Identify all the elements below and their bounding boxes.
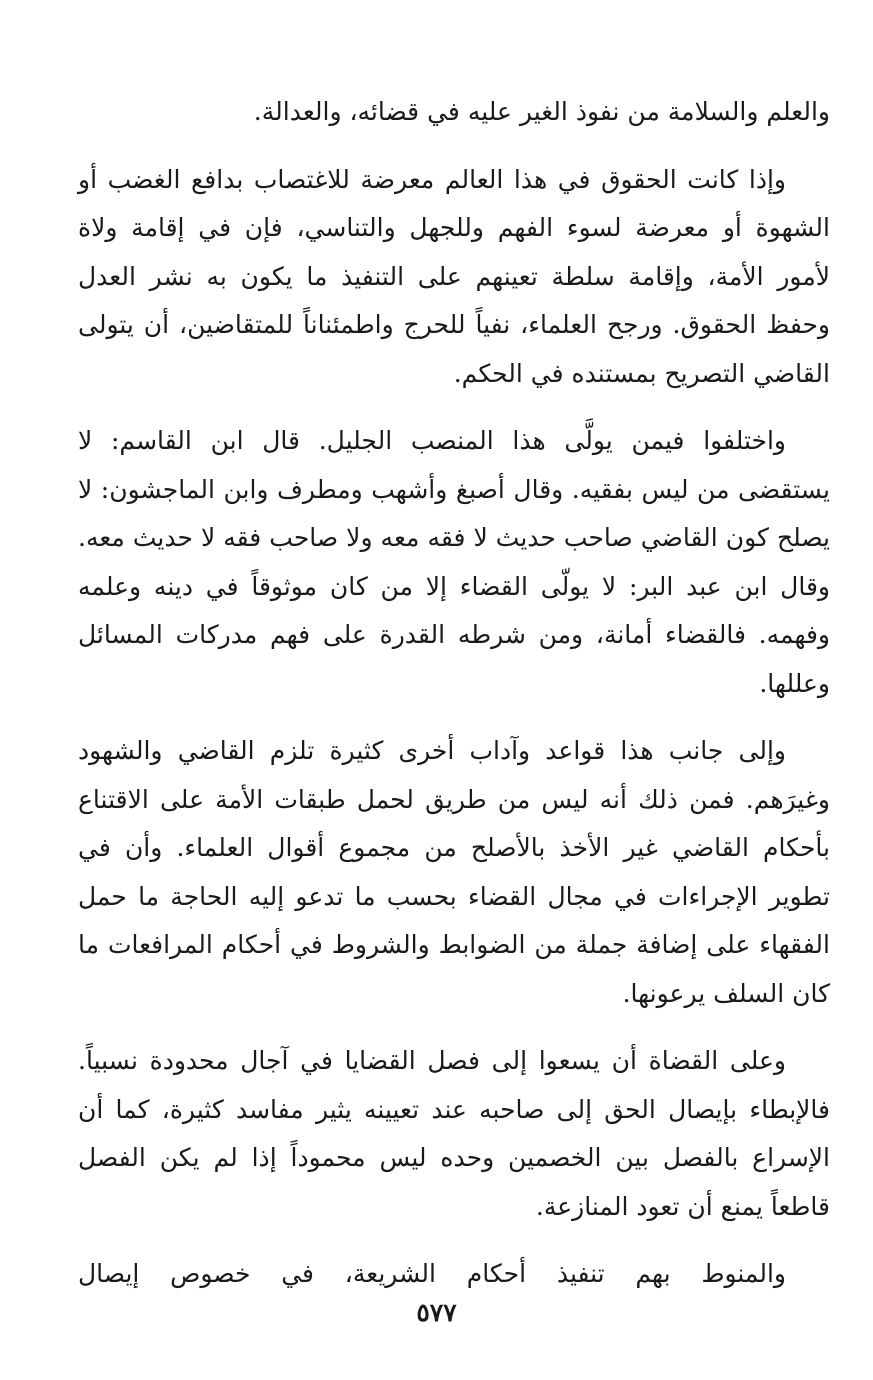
- page-body: [78, 88, 830, 1318]
- paragraph-timely-judgment: وعلى القضاة أن يسعوا إلى فصل القضايا في آجال محدودة نسبياً. فالإبطاء بإيصال الحق إلى صاحبه عند تعيينه يثير مفاسد كثيرة، كما أن الإسراع بالفصل بين الخصمين وحده ليس محموداً إذا لم يكن الفصل قاطعاً يمنع أن تعود المنازعة.: [78, 1046, 830, 1221]
- paragraph-rights: وإذا كانت الحقوق في هذا العالم معرضة للاغتصاب بدافع الغضب أو الشهوة أو معرضة لسوء الفهم وللجهل والتناسي، فإن في إقامة ولاة لأمور الأمة، وإقامة سلطة تعينهم على التنفيذ ما يكون به نشر العدل وحفظ الحقوق. ورجح العلماء، نفياً للحرج واطمئناناً للمتقاضين، أن يتولى القاضي التصريح بمستنده في الحكم.: [78, 164, 830, 388]
- paragraph-continuation: والعلم والسلامة من نفوذ الغير عليه في قضائه، والعدالة.: [253, 97, 830, 126]
- paragraph-judge-appointment: واختلفوا فيمن يولَّى هذا المنصب الجليل. قال ابن القاسم: لا يستقضى من ليس بفقيه. وقال أصبغ وأشهب ومطرف وابن الماجشون: لا يصلح كون القاضي صاحب حديث لا فقه معه ولا صاحب فقه لا حديث معه. وقال ابن عبد البر: لا يولّى القضاء إلا من كان موثوقاً في دينه وعلمه وفهمه. فالقضاء أمانة، ومن شرطه القدرة على فهم مدركات المسائل وعللها.: [78, 426, 830, 698]
- paragraph-rules-and-manners: وإلى جانب هذا قواعد وآداب أخرى كثيرة تلزم القاضي والشهود وغيرَهم. فمن ذلك أنه ليس من طريق لحمل طبقات الأمة على الاقتناع بأحكام القاضي غير الأخذ بالأصلح من مجموع أقوال العلماء. وأن في تطوير الإجراءات في مجال القضاء بحسب ما تدعو إليه الحاجة ما حمل الفقهاء على إضافة جملة من الضوابط والشروط في أحكام المرافعات ما كان السلف يرعونها.: [78, 736, 830, 1008]
- paragraph-enforcement: والمنوط بهم تنفيذ أحكام الشريعة، في خصوص إيصال: [78, 1259, 786, 1288]
- page-number: ٥٧٧: [416, 1298, 457, 1327]
